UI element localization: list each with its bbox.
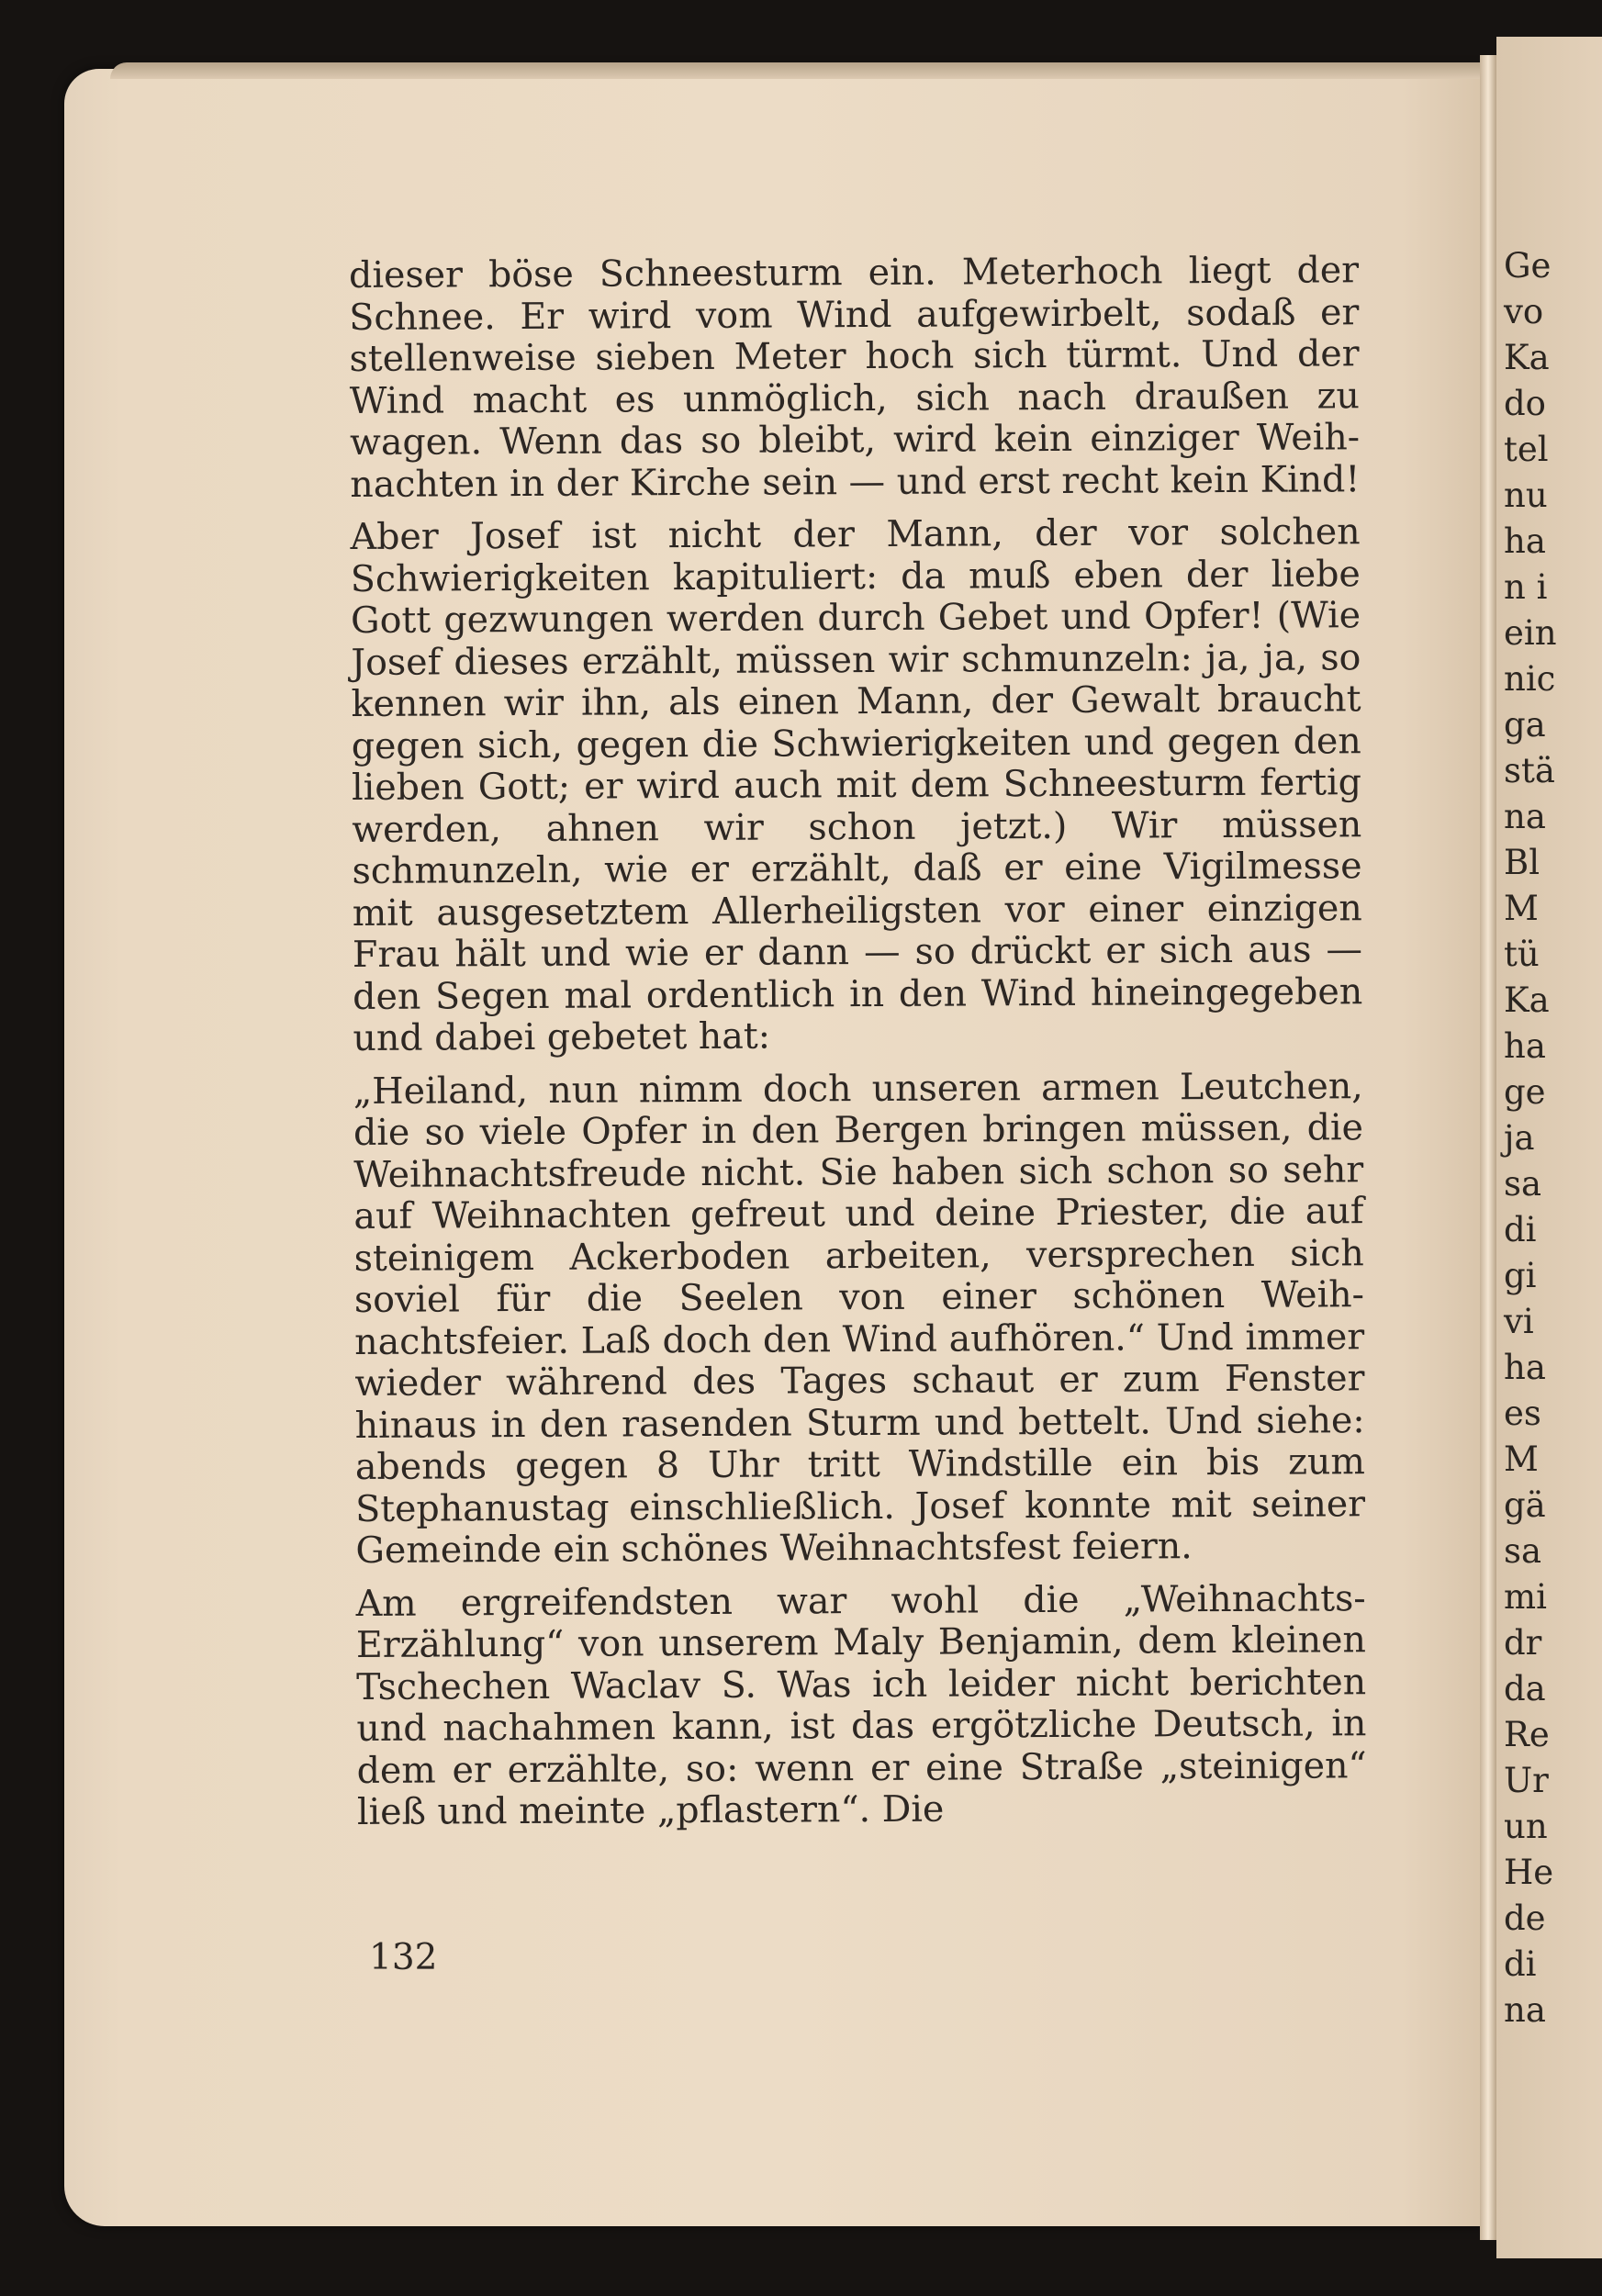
- adjacent-page-fragment: M: [1504, 1439, 1539, 1479]
- body-text: [349, 250, 1367, 1844]
- book-gutter: [1480, 55, 1496, 2240]
- adjacent-page-fragment: Ka: [1504, 338, 1550, 377]
- adjacent-page-fragment: do: [1504, 384, 1546, 423]
- adjacent-page-fragment: ga: [1504, 705, 1546, 745]
- adjacent-page-fragment: gi: [1504, 1256, 1537, 1295]
- adjacent-page-fragment: Ge: [1504, 246, 1552, 286]
- adjacent-page-fragment: M: [1504, 889, 1539, 928]
- adjacent-page-fragment: dr: [1504, 1623, 1542, 1663]
- adjacent-page-fragment: gä: [1504, 1485, 1546, 1525]
- adjacent-page-fragment: Re: [1504, 1715, 1550, 1754]
- adjacent-page-fragment: ha: [1504, 1348, 1546, 1387]
- adjacent-page-fragment: da: [1504, 1669, 1546, 1708]
- adjacent-page-fragment: sa: [1504, 1164, 1542, 1204]
- adjacent-page-fragment: na: [1504, 797, 1546, 836]
- adjacent-page-fragment: mi: [1504, 1577, 1547, 1617]
- adjacent-page-fragment: Ur: [1504, 1761, 1549, 1800]
- adjacent-page-fragment: ein: [1504, 613, 1557, 653]
- adjacent-page-fragment: tü: [1504, 935, 1540, 974]
- adjacent-page-fragment: es: [1504, 1394, 1541, 1433]
- adjacent-page-fragment: nic: [1504, 659, 1556, 699]
- adjacent-page-fragment: stä: [1504, 751, 1555, 790]
- adjacent-page-fragment: nu: [1504, 476, 1548, 515]
- adjacent-page-fragment: vo: [1504, 292, 1544, 331]
- adjacent-page-fragment: Bl: [1504, 843, 1540, 882]
- adjacent-page-fragment: ja: [1504, 1118, 1535, 1158]
- adjacent-page-fragment: de: [1504, 1898, 1546, 1938]
- adjacent-page-fragment: sa: [1504, 1531, 1542, 1571]
- adjacent-page-fragment: na: [1504, 1990, 1546, 2030]
- adjacent-page-fragment: ha: [1504, 521, 1546, 561]
- adjacent-page-fragment: Ka: [1504, 980, 1550, 1020]
- adjacent-page: [1496, 37, 1602, 2258]
- adjacent-page-fragment: ge: [1504, 1072, 1546, 1112]
- adjacent-page-fragment: n i: [1504, 567, 1548, 607]
- adjacent-page-fragment: un: [1504, 1807, 1548, 1846]
- adjacent-page-fragment: di: [1504, 1210, 1537, 1249]
- adjacent-page-fragment: ha: [1504, 1026, 1546, 1066]
- paragraph: dieser böse Schneesturm ein. Meterhoch liegt der Schnee. Er wird vom Wind aufgewirbelt, sodaß er stellenweise sieben Meter hoch sich türmt. Und der Wind macht es unmöglich, sich nach draußen zu wagen. Wenn das so bleibt, wird kein einziger Weihnachten in der Kirche sein — und erst recht kein Kind!: [348, 249, 1361, 506]
- adjacent-page-fragment: vi: [1504, 1302, 1534, 1341]
- adjacent-page-fragment: di: [1504, 1944, 1537, 1984]
- adjacent-page-fragment: tel: [1504, 430, 1549, 469]
- page-number: 132: [369, 1937, 438, 1978]
- adjacent-page-fragment: He: [1504, 1853, 1554, 1892]
- paragraph: Am ergreifendsten war wohl die „Weihnachts-Erzählung“ von unserem Maly Benjamin, dem kleinen Tschechen Waclav S. Was ich leider nicht berichten und nachahmen kann, ist das ergötzliche Deutsch, in dem er erzählte, so: wenn er eine Straße „steinigen“ ließ und meinte „pflastern“. Die: [355, 1576, 1367, 1833]
- page-edge: [110, 62, 1487, 79]
- paragraph: Aber Josef ist nicht der Mann, der vor solchen Schwierigkeiten kapituliert: da muß eben der liebe Gott gezwungen werden durch Gebet und Opfer! (Wie Josef dieses erzählt, müssen wir schmunzeln: ja, ja, so kennen wir ihn, als einen Mann, der Gewalt braucht gegen sich, gegen die Schwierigkeiten und gegen den lieben Gott; er wird auch mit dem Schneesturm fertig werden, ahnen wir schon jetzt.) Wir müssen schmunzeln, wie er erzählt, daß er eine Vigilmesse mit ausgesetztem Allerheiligsten vor einer einzigen Frau hält und wie er dann — so drückt er sich aus — den Segen mal ordentlich in den Wind hineingegeben und dabei gebetet hat:: [350, 510, 1363, 1059]
- paragraph: „Heiland, nun nimm doch unseren armen Leutchen, die so viele Opfer in den Bergen bringen müssen, die Weihnachtsfreude nicht. Sie haben sich schon so sehr auf Weihnachten gefreut und deine Priester, die auf steinigem Ackerboden arbeiten, versprechen sich soviel für die Seelen von einer schönen Weihnachtsfeier. Laß doch den Wind aufhören.“ Und immer wieder während des Tages schaut er zum Fenster hinaus in den rasenden Sturm und bettelt. Und siehe: abends gegen 8 Uhr tritt Windstille ein bis zum Stephanustag einschließlich. Josef konnte mit seiner Gemeinde ein schönes Weihnachtsfest feiern.: [353, 1064, 1366, 1572]
